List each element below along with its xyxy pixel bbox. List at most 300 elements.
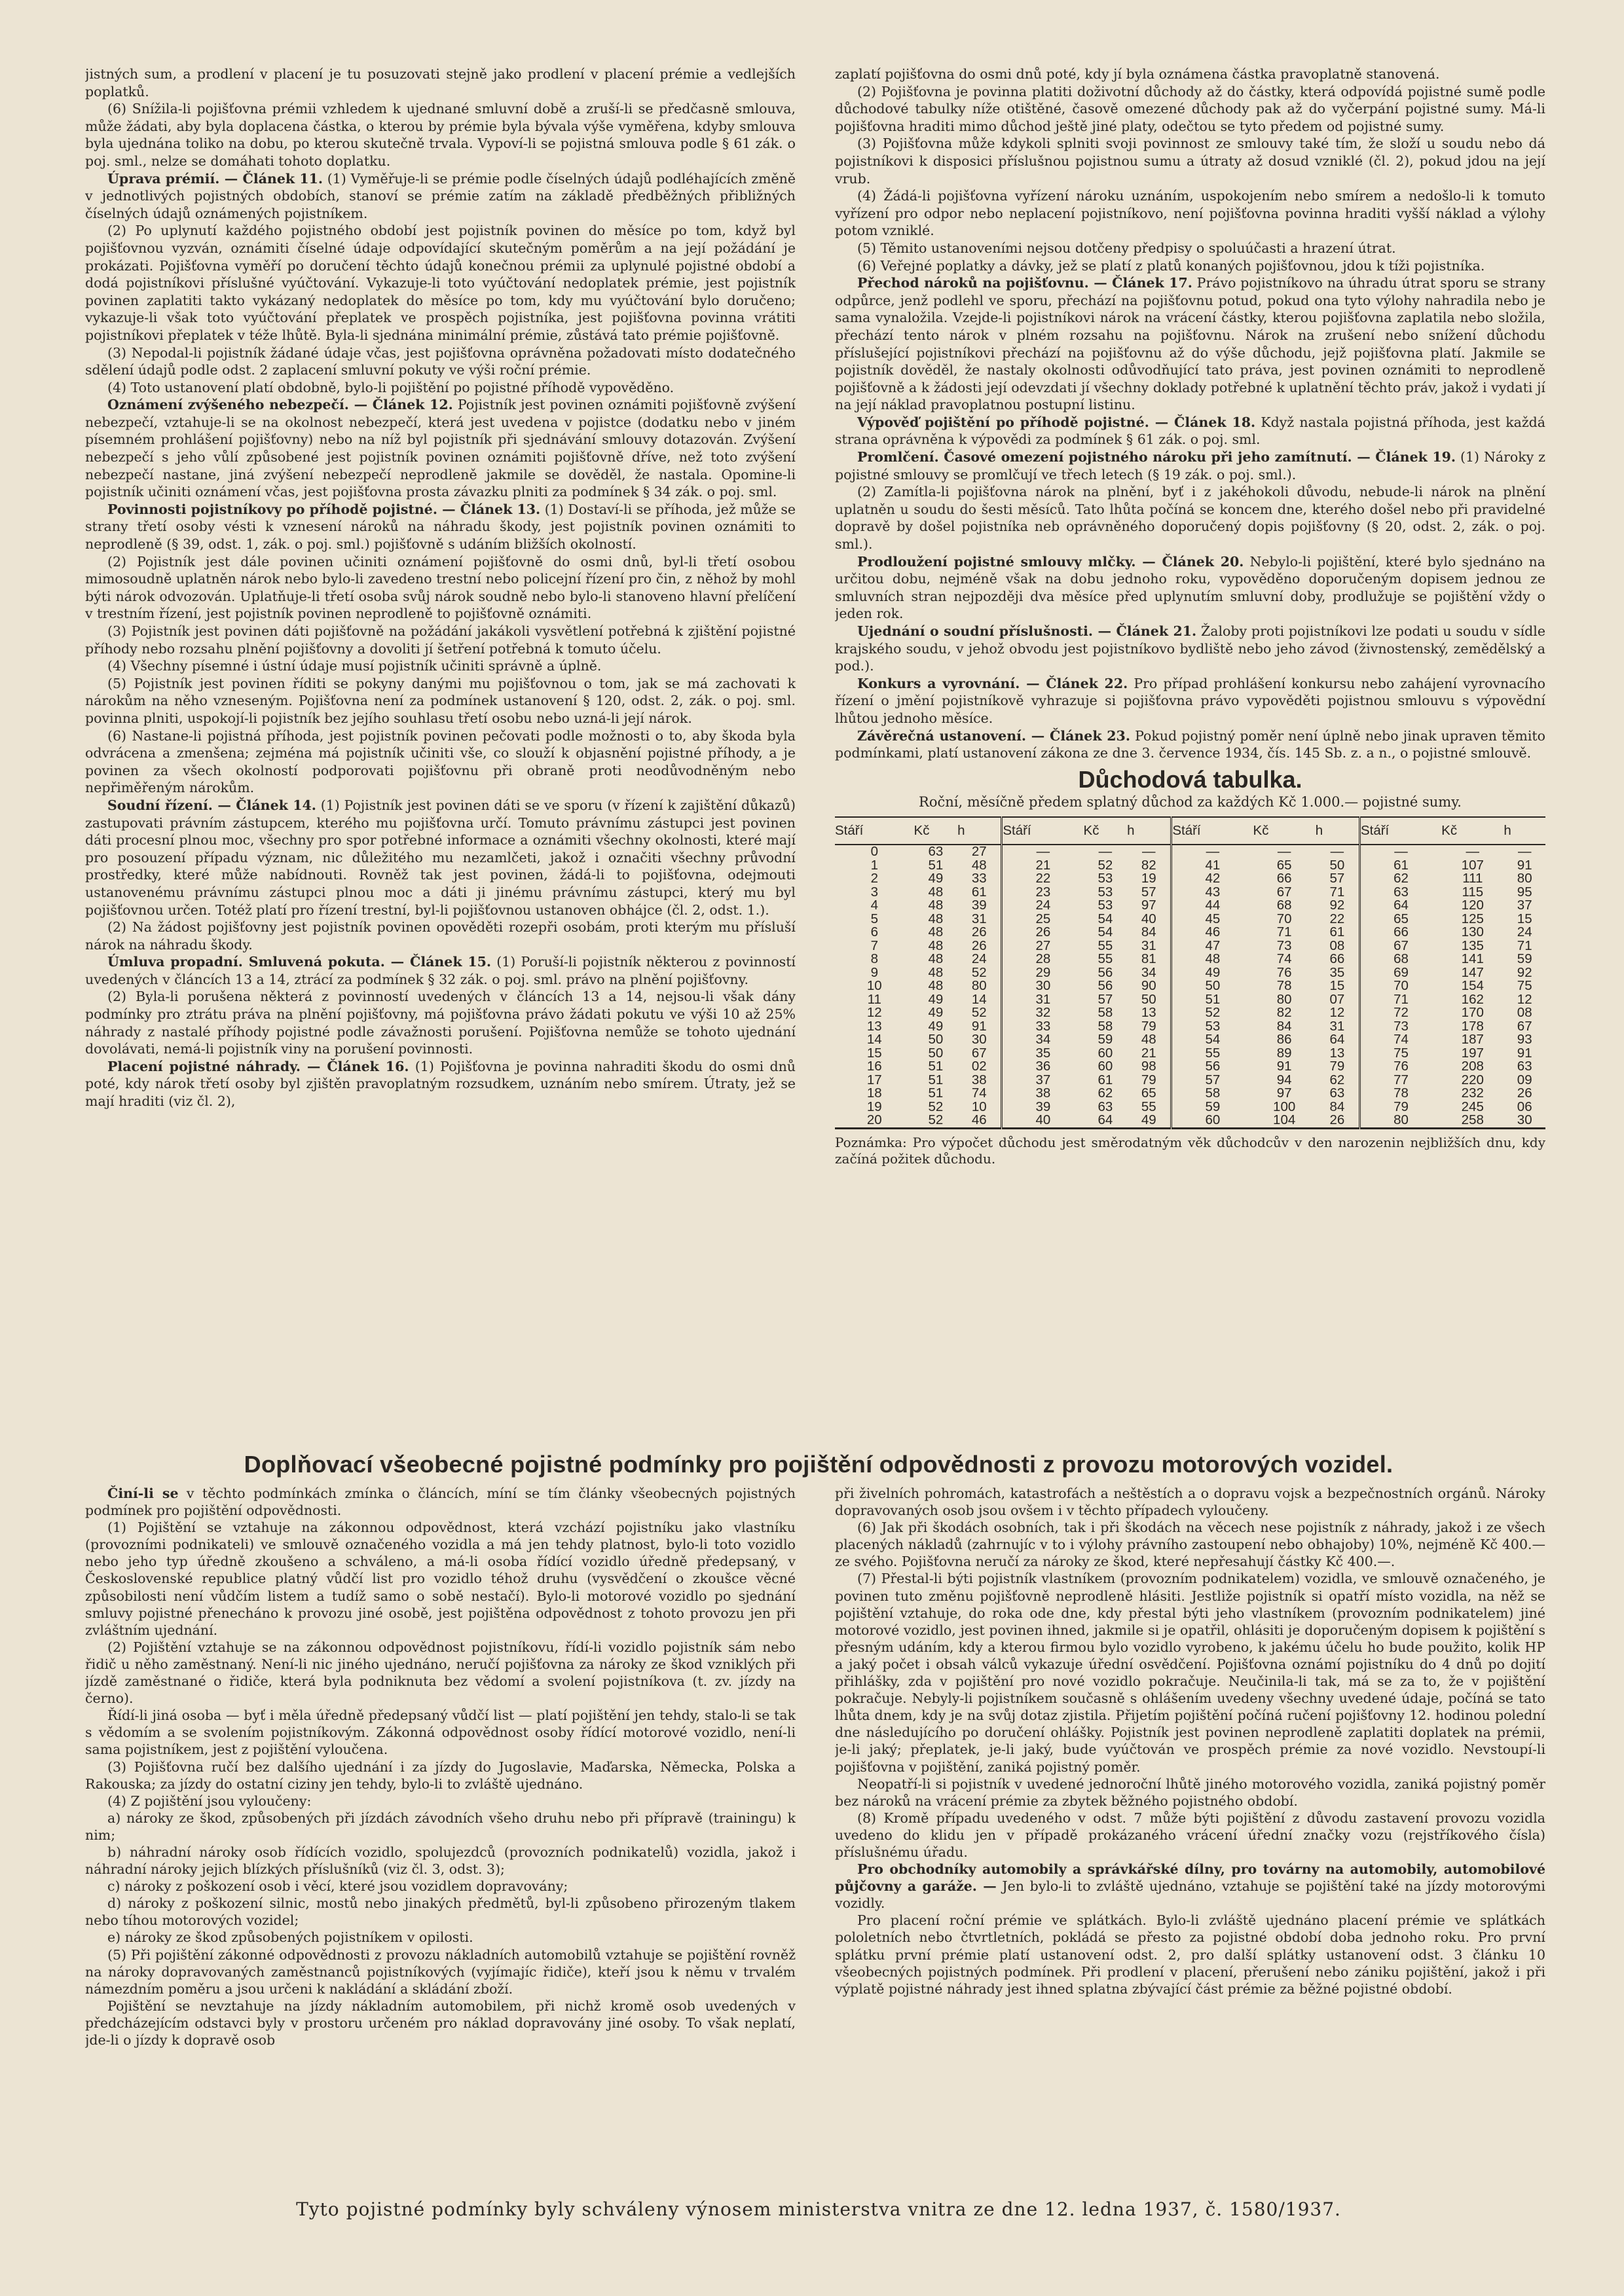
paragraph (85, 1758, 796, 1793)
rent-table-header-cell: Kč (1084, 817, 1128, 845)
rent-table-cell: — (1517, 844, 1532, 860)
article-heading: Konkurs a vyrovnání. — Článek 22. (857, 675, 1128, 691)
rent-table-row (835, 1074, 1545, 1087)
rent-table-cell: 40 (1141, 911, 1156, 926)
rent-table-cell: 97 (1141, 898, 1156, 913)
approval-footer: Tyto pojistné podmínky byly schváleny výnosem ministerstva vnitra ze dne 12. ledna 1937, č. 1580/1937. (296, 2198, 1341, 2220)
rent-table-cell: 53 (1098, 884, 1113, 900)
rent-table-cell: 5 (870, 911, 878, 926)
paragraph (85, 396, 796, 501)
paragraph (835, 240, 1545, 257)
rent-table-cell: 79 (1359, 1101, 1441, 1114)
rent-table-cell: 48 (928, 951, 944, 967)
rent-table-cell: 258 (1461, 1112, 1484, 1128)
paragraph (85, 953, 796, 988)
rent-table-cell: — (1002, 845, 1084, 859)
paragraph-text: při živelních pohromách, katastrofách a neštěstích a o dopravu vojsk a bezpečnostních orgánů. Nároky dopravovaných osob jsou ovšem i v těchto případech vyloučeny. (835, 1485, 1545, 1519)
rent-table-cell: 20 (866, 1112, 882, 1128)
rent-table-cell: 63 (928, 844, 944, 860)
paragraph-text: Nebylo-li pojištění, které bylo sjednáno na určitou dobu, nejméně však na dobu jednoho roku, vypověděno doporučeným dopisem jednou ze smluvních stran nejpozději dva měsíce před uplynutím smluvní doby, prodlužuje se pojištění vždy o jeden rok. (835, 553, 1545, 622)
rent-table-cell: 58 (1098, 1018, 1113, 1034)
left-column (85, 65, 796, 1447)
rent-table-cell: 34 (1002, 1033, 1084, 1047)
rent-table-cell: 73 (1359, 1020, 1441, 1034)
rent-table-cell: 92 (1329, 898, 1345, 913)
paragraph (85, 170, 796, 223)
rent-table-cell: 52 (1098, 857, 1113, 873)
rent-table-cell: 98 (1141, 1059, 1156, 1074)
paragraph (835, 257, 1545, 275)
rent-table-cell: 29 (1002, 966, 1084, 980)
rent-table-cell: 13 (1141, 1005, 1156, 1021)
rent-table-cell: 51 (928, 857, 944, 873)
rent-table-cell: 39 (1002, 1101, 1084, 1114)
paragraph (85, 657, 796, 675)
rent-table-cell: 44 (1172, 899, 1253, 913)
article-heading: Úprava prémií. — Článek 11. (107, 170, 323, 187)
rent-table-row (835, 845, 1545, 859)
rent-table-cell: 64 (1329, 1032, 1345, 1048)
paragraph-text: (6) Snížila-li pojišťovna prémii vzhledem k ujednané smluvní době a zruší-li se předčasně smlouva, může žádati, aby byla doplacena částka, o kterou by prémie byla bývala výše vyměřena, kdyby smlouva byla ujednána toliko na dobu, po kterou skutečně trvala. Vypoví-li se pojistná smlouva podle § 61 zák. o poj. sml., nelze se domáhati tohoto doplatku. (85, 101, 796, 169)
rent-table-cell: 56 (1098, 964, 1113, 980)
rent-table-cell: 13 (866, 1018, 882, 1034)
rent-table-cell: 38 (1002, 1087, 1084, 1101)
rent-table-cell: 92 (1517, 964, 1532, 980)
rent-table-cell: 16 (866, 1059, 882, 1074)
paragraph-text: c) nároky z poškození osob i věcí, které jsou vozidlem dopravovány; (107, 1878, 568, 1895)
rent-table-header-cell: Stáří (1172, 817, 1253, 845)
paragraph-text: Když nastala pojistná příhoda, jest každá strana oprávněna k výpovědi za podmínek § 61 zák. o poj. sml. (835, 414, 1545, 448)
rent-table-row (835, 886, 1545, 900)
rent-table-cell: 26 (971, 938, 987, 953)
bottom-section (85, 1485, 1552, 2192)
rent-table-cell: 59 (1172, 1101, 1253, 1114)
rent-table-cell: 23 (1002, 886, 1084, 900)
rent-table-cell: 2 (870, 871, 878, 886)
paragraph-text: Jen bylo-li to zvláště ujednáno, vztahuje se pojištění také na jízdy motorovými vozidly. (835, 1878, 1545, 1912)
paragraph (85, 1929, 796, 1946)
paragraph (835, 1776, 1545, 1810)
rent-table-cell: 13 (1329, 1045, 1345, 1061)
rent-table-cell: 63 (1329, 1085, 1345, 1101)
paragraph (85, 1519, 796, 1639)
rent-table-cell: 64 (1359, 899, 1441, 913)
rent-table-cell: 24 (971, 951, 987, 967)
article-heading: Placení pojistné náhrady. — Článek 16. (107, 1058, 409, 1074)
rent-table-cell: 220 (1461, 1072, 1484, 1087)
paragraph (85, 988, 796, 1057)
rent-table-cell: 11 (867, 991, 881, 1007)
rent-table-cell: 60 (1098, 1059, 1113, 1074)
paragraph-text: v těchto podmínkách zmínka o článcích, míní se tím články všeobecných pojistných podmínek pro pojištění odpovědnosti. (85, 1485, 796, 1519)
paragraph (835, 1810, 1545, 1861)
rent-table-cell: 80 (1359, 1114, 1441, 1128)
paragraph (835, 274, 1545, 414)
rent-table-cell: 89 (1276, 1045, 1292, 1061)
rent-table-cell: 120 (1461, 898, 1484, 913)
rent-table-cell: 71 (1517, 938, 1532, 953)
rent-table-cell: — (1141, 844, 1156, 860)
rent-table-row (835, 993, 1545, 1007)
paragraph (835, 727, 1545, 762)
rent-table-row (835, 1114, 1545, 1128)
top-section (85, 65, 1552, 1447)
rent-table-cell: 57 (1329, 871, 1345, 886)
rent-table-cell: 38 (971, 1072, 987, 1087)
rent-table-cell: 79 (1329, 1059, 1345, 1074)
note-label: Poznámka: (835, 1134, 907, 1150)
article-heading: Povinnosti pojistníkovy po příhodě pojistné. — Článek 13. (107, 501, 541, 517)
right-column-text (835, 65, 1545, 762)
paragraph-text: d) nároky z poškození silnic, mostů nebo jinakých předmětů, byl-li způsobeno přirozeným tlakem nebo tíhou motorových vozidel; (85, 1895, 796, 1929)
rent-table-cell: 22 (1329, 911, 1345, 926)
paragraph-text: (2) Zamítla-li pojišťovna nárok na plnění, byť i z jakéhokoli důvodu, nebude-li nárok na plnění uplatněn u soudu do šesti měsíců. Tato lhůta počíná se koncem dne, kterého došel nebo při pravidelné dopravě by došel pojistníka neb oprávněného doporučený dopis pojišťovny (§ 20, odst. 2, zák. o poj. sml.). (835, 484, 1545, 553)
rent-table-cell: 90 (1141, 978, 1156, 994)
rent-table-cell: 08 (1329, 938, 1345, 953)
rent-table-cell: 74 (1359, 1033, 1441, 1047)
rent-table-cell: 22 (1002, 872, 1084, 886)
rent-table-cell: 61 (1359, 859, 1441, 873)
rent-table-cell: 27 (1002, 939, 1084, 953)
paragraph (85, 919, 796, 953)
paragraph (835, 553, 1545, 623)
rent-table-cell: 154 (1461, 978, 1484, 994)
rent-table-cell: 24 (1517, 924, 1532, 940)
rent-table-cell: 74 (971, 1085, 987, 1101)
paragraph-text: Pro placení roční prémie ve splátkách. Bylo-li zvláště ujednáno placení prémie ve splátkách pololetních nebo čtvrtletních, pokládá se přesto za pojistné období doba jednoho roku. Pro první splátku první prémie platí ustanovení odst. 2, pro další splátky ustanovení odst. 3 článku 10 všeobecných pojistných podmínek. Při prodlení v placení, přerušení nebo zániku pojištění, jakož i při výplatě pojistné náhrady jest ihned splatna zbývající část prémie za běžné pojistné období. (835, 1912, 1545, 1997)
rent-table-cell: 33 (971, 871, 987, 886)
rent-table-cell: 36 (1002, 1060, 1084, 1074)
rent-table-cell: 18 (866, 1085, 882, 1101)
rent-table-header-cell: h (1127, 817, 1172, 845)
rent-table-row (835, 899, 1545, 913)
rent-table-cell: 54 (1098, 911, 1113, 926)
paragraph (85, 1058, 796, 1110)
rent-table-cell: 59 (1098, 1032, 1113, 1048)
rent-table-cell: 26 (1517, 1085, 1532, 1101)
paragraph-text: (6) Veřejné poplatky a dávky, jež se platí z platů konaných pojišťovnou, jdou k tíži pojistníka. (857, 257, 1485, 274)
rent-table-cell: 40 (1002, 1114, 1084, 1128)
rent-table-cell: 50 (1329, 857, 1345, 873)
rent-table-cell: 50 (928, 1045, 944, 1061)
rent-table-cell: 54 (1172, 1033, 1253, 1047)
paragraph-text: b) náhradní nároky osob řídících vozidlo, spolujezdců (provozních podnikatelů) vozidla, jakož i náhradní nároky jejich blízkých příslušníků (viz čl. 3, odst. 3); (85, 1844, 796, 1878)
rent-table-cell: 45 (1172, 913, 1253, 926)
rent-table-cell: 59 (1517, 951, 1532, 967)
rent-table-cell: 48 (928, 938, 944, 953)
rent-table-cell: 91 (1517, 1045, 1532, 1061)
paragraph-text: (1) Vyměřuje-li se prémie podle číselných údajů podléhajících změně v jednotlivých pojistných obdobích, stanoví se prémie zatím na základě předběžných přibližných číselných údajů oznámených pojistníkem. (85, 170, 796, 221)
rent-table-cell: — (1277, 844, 1291, 860)
rent-table-cell: 15 (866, 1045, 882, 1061)
rent-table-cell: 35 (1002, 1047, 1084, 1061)
rent-table-cell: 84 (1329, 1099, 1345, 1114)
rent-table-cell: 48 (928, 924, 944, 940)
rent-table-cell: 91 (1276, 1059, 1292, 1074)
rent-table-cell: 86 (1276, 1032, 1292, 1048)
rent-table-row (835, 872, 1545, 886)
rent-table-cell: 79 (1141, 1018, 1156, 1034)
rent-table-cell: 65 (1276, 857, 1292, 873)
rent-table-cell: 28 (1002, 953, 1084, 966)
rent-table-cell: 67 (1276, 884, 1292, 900)
paragraph (835, 483, 1545, 553)
rent-table-cell: 53 (1172, 1020, 1253, 1034)
rent-table-cell: 55 (1172, 1047, 1253, 1061)
rent-table-cell: 80 (1276, 991, 1292, 1007)
rent-table-header-cell: Kč (1253, 817, 1316, 845)
rent-table-cell: 53 (1098, 871, 1113, 886)
paragraph-text: (1) Dostaví-li se příhoda, jež může se strany třetí osoby vésti k vznesení nároků na náhradu škody, jest pojistník povinen oznámiti to neprodleně (§ 39, odst. 1, zák. o poj. sml.) pojišťovně s udáním bližších okolností. (85, 501, 796, 553)
paragraph (85, 727, 796, 797)
rent-table (835, 816, 1545, 1129)
rent-table-row (835, 1087, 1545, 1101)
rent-table-cell: 31 (971, 911, 987, 926)
rent-table-cell: 107 (1461, 857, 1484, 873)
rent-table-cell: 57 (1098, 991, 1113, 1007)
rent-table-cell: 70 (1359, 979, 1441, 993)
supplementary-conditions-heading: Doplňovací všeobecné pojistné podmínky pro pojištění odpovědnosti z provozu motorových vozidel. (244, 1451, 1393, 1478)
rent-table-cell: 33 (1002, 1020, 1084, 1034)
rent-table-cell: 12 (1517, 991, 1532, 1007)
rent-table-cell: 95 (1517, 884, 1532, 900)
paragraph (85, 1485, 796, 1519)
paragraph-text: Pojistník jest povinen oznámiti pojišťovně zvýšení nebezpečí, vztahuje-li se na okolnost nebezpečí, která jest uvedena v pojistce (dodatku nebo v jiném písemném prohlášení pojišťovny) nebo na níž byl pojistník při sjednávání smlouvy dotazován. Zvýšení nebezpečí s jeho vůlí způsobené jest pojistník povinen oznámiti pojišťovně dříve, než toto zvýšení nebezpečí nastane, jiná zvýšení nebezpečí neprodleně jakmile se dověděl, že nastala. Opomine-li pojistník učiniti oznámení včas, jest pojišťovna prosta závazku plniti za podmínek § 34 zák. o poj. sml. (85, 397, 796, 500)
rent-table-row (835, 1033, 1545, 1047)
rent-table-cell: 68 (1276, 898, 1292, 913)
rent-table-cell: 208 (1461, 1059, 1484, 1074)
paragraph-text: Pokud pojistný poměr není úplně nebo jinak upraven těmito podmínkami, platí ustanovení zákona ze dne 3. července 1934, čís. 145 Sb. z. a n., o pojistné smlouvě. (835, 727, 1545, 761)
rent-table-cell: 82 (1276, 1005, 1292, 1021)
paragraph (85, 1895, 796, 1929)
rent-table-cell: 78 (1276, 978, 1292, 994)
rent-table-cell: — (1098, 844, 1113, 860)
rent-table-cell: 55 (1098, 938, 1113, 953)
rent-table-cell: 49 (1172, 966, 1253, 980)
rent-table-cell: 02 (971, 1059, 987, 1074)
rent-table-cell: 12 (866, 1005, 882, 1021)
rent-table-cell: 187 (1461, 1032, 1484, 1048)
rent-table-header-cell: Stáří (835, 817, 914, 845)
rent-table-cell: 58 (1098, 1005, 1113, 1021)
rent-table-cell: 57 (1141, 884, 1156, 900)
rent-table-cell: 80 (1517, 871, 1532, 886)
paragraph-text: (2) Byla-li porušena některá z povinností uvedených v článcích 13 a 14, nejsou-li však dány podmínky pro ztrátu práva na plnění pojišťovny, má pojišťovna právo žádati pokutu ve výši 10 až 25% náhrady z nastalé příhody pojistné podle závažnosti porušení. Pojišťovna nemůže se tohoto ujednání dovolávati, nemá-li pojistník viny na porušení povinnosti. (85, 989, 796, 1057)
rent-table-cell: 8 (870, 951, 878, 967)
rent-table-row (835, 953, 1545, 966)
rent-table-cell: 30 (1002, 979, 1084, 993)
rent-table-cell: 32 (1002, 1006, 1084, 1020)
rent-table-cell: 48 (971, 857, 987, 873)
paragraph-text: (1) Poruší-li pojistník některou z povinností uvedených v článcích 13 a 14, ztrácí za podmínek § 32 zák. o poj. sml. právo na plnění pojišťovny. (85, 954, 796, 987)
paragraph (85, 344, 796, 379)
paragraph-text: (2) Pojišťovna je povinna platiti doživotní důchody až do částky, která odpovídá pojistné sumě podle důchodové tabulky níže otištěné, časově omezené důchody pak až do vyčerpání pojistné sumy. Má-li pojišťovna hraditi mimo důchod ještě jiné platy, odečtou se tyto předem od pojistné sumy. (835, 83, 1545, 134)
rent-table-cell: 61 (971, 884, 987, 900)
rent-table-cell: 55 (1098, 951, 1113, 967)
rent-table-cell: 17 (866, 1072, 882, 1087)
paragraph-text: (4) Žádá-li pojišťovna vyřízení nároku uznáním, uspokojením nebo smírem a nedošlo-li k tomuto vyřízení pro odpor nebo neplacení pojistníkovo, není pojišťovna povinna hraditi vyšší náklad a výlohy potom vzniklé. (835, 188, 1545, 239)
rent-table-cell: 197 (1461, 1045, 1484, 1061)
rent-table-cell: 31 (1002, 993, 1084, 1007)
rent-table-row (835, 1060, 1545, 1074)
rent-table-cell: 49 (1141, 1112, 1156, 1128)
rent-table-cell: 52 (928, 1112, 944, 1128)
rent-table-cell: 67 (1359, 939, 1441, 953)
rent-table-cell: 27 (971, 844, 987, 860)
article-heading: Ujednání o soudní příslušnosti. — Článek 21. (857, 623, 1197, 639)
rent-table-cell: 26 (971, 924, 987, 940)
rent-table-cell: 3 (870, 884, 878, 900)
rent-table-cell: 61 (1098, 1072, 1113, 1087)
paragraph-text: (3) Pojistník jest povinen dáti pojišťovně na požádání jakákoli vysvětlení potřebná k zjištění pojistné příhody nebo rozsahu plnění pojišťovny a dovoliti jí šetření potřebná k tomuto účelu. (85, 623, 796, 657)
rent-table-cell: 42 (1172, 872, 1253, 886)
rent-table-cell: 70 (1276, 911, 1292, 926)
paragraph-text: (6) Nastane-li pojistná příhoda, jest pojistník povinen pečovati podle možnosti o to, aby škoda byla odvrácena a zmenšena; zejména má pojistník učiniti vše, co slouží k objasnění pojistné příhody, a je povinen za všech okolností podporovati pojišťovnu při obraně proti neodůvodněným nebo nepřiměřeným nárokům. (85, 727, 796, 796)
paragraph (85, 65, 796, 100)
rent-table-cell: 81 (1141, 951, 1156, 967)
paragraph (835, 1485, 1545, 1519)
paragraph (85, 1844, 796, 1878)
rent-table-cell: 48 (928, 911, 944, 926)
paragraph-text: (6) Jak při škodách osobních, tak i při škodách na věcech nese pojistník z náhrady, jakož i ze všech placených nákladů (zahrnujíc v to i výlohy právního zastoupení nebo obhajoby) 10%, nejméně Kč 400.— ze svého. Pojišťovna neručí za nároky ze škod, které nepřesahují částky Kč 400.—. (835, 1520, 1545, 1570)
rent-table-cell: 4 (870, 898, 878, 913)
rent-table-cell: 15 (1329, 978, 1345, 994)
paragraph-text: (1) Nároky z pojistné smlouvy se promlčují ve třech letech (§ 19 zák. o poj. sml.). (835, 449, 1545, 483)
paragraph (85, 623, 796, 657)
rent-table-cell: 57 (1172, 1074, 1253, 1087)
rent-table-cell: — (1330, 844, 1344, 860)
paragraph (85, 1707, 796, 1758)
paragraph-text: Pro případ prohlášení konkursu nebo zahájení vyrovnacího řízení o jmění pojistníkově vyhrazuje si pojišťovna právo vypověděti pojistnou smlouvu s výpovědní lhůtou jednoho měsíce. (835, 675, 1545, 726)
note-text: Pro výpočet důchodu jest směrodatným věk důchodcův v den narozenin nejbližších dnu, kdy začíná požitek důchodu. (835, 1134, 1545, 1167)
paragraph (835, 65, 1545, 83)
paragraph-text: jistných sum, a prodlení v placení je tu posuzovati stejně jako prodlení v placení prémie a vedlejších poplatků. (85, 66, 796, 100)
rent-table-cell: 63 (1517, 1059, 1532, 1074)
rent-table-cell: 141 (1461, 951, 1484, 967)
rent-table-cell: 60 (1172, 1114, 1253, 1128)
paragraph (835, 414, 1545, 448)
rent-table-row (835, 1101, 1545, 1114)
rent-table-cell: 115 (1462, 884, 1484, 900)
rent-table-cell: 15 (1517, 911, 1532, 926)
rent-table-cell: 63 (1359, 886, 1441, 900)
rent-table-cell: 6 (870, 924, 878, 940)
rent-table-cell: 77 (1359, 1074, 1441, 1087)
paragraph (85, 1997, 796, 2049)
rent-table-cell: 31 (1329, 1018, 1345, 1034)
rent-table-cell: 06 (1517, 1099, 1532, 1114)
rent-table-cell: 76 (1276, 964, 1292, 980)
article-heading: Úmluva propadní. Smluvená pokuta. — Článek 15. (107, 954, 492, 970)
rent-table-cell: 50 (928, 1032, 944, 1048)
rent-table-cell: 53 (1098, 898, 1113, 913)
rent-table-cell: 111 (1462, 871, 1483, 886)
rent-table-cell: 31 (1141, 938, 1156, 953)
rent-table-cell: 80 (971, 978, 987, 994)
rent-table-row (835, 926, 1545, 939)
rent-table-cell: 52 (928, 1099, 944, 1114)
rent-table-cell: 48 (928, 964, 944, 980)
rent-table-cell: 48 (928, 884, 944, 900)
rent-table-header-cell: Kč (1441, 817, 1504, 845)
rent-table-title: Důchodová tabulka. (1078, 765, 1302, 793)
paragraph (835, 135, 1545, 187)
rent-table-cell: 104 (1273, 1112, 1296, 1128)
article-heading: Promlčení. Časové omezení pojistného nároku při jeho zamítnutí. — Článek 19. (857, 449, 1456, 465)
paragraph-text: (7) Přestal-li býti pojistník vlastníkem (provozním podnikatelem) vozidla, ve smlouvě označeného, je povinen tuto změnu pojišťovně neprodleně hlásiti. Jestliže pojistník si opatří místo vozidla, na něž se pojištění vztahuje, do roka ode dne, kdy přestal býti jeho vlastníkem (provozním podnikatelem) jiné motorové vozidlo, jest povinen ihned, jakmile si je opatřil, ohlásiti je doporučeným dopisem k pojištění s přesným udáním, kdy a kterou firmou bylo vozidlo vyrobeno, k jakému účelu ho bude použito, kolik HP a jaký počet i obsah válců vykazuje úřední osvědčení. Pojišťovna oznámí pojistníku do 4 dnů po dojití přihlášky, zda v pojištění pro nové vozidlo pokračuje. Neučinila-li tak, má se za to, že v pojištění pokračuje. Nebyly-li pojistníkem současně s ohlášením uvedeny všechny uvedené údaje, počíná se tato lhůta dnem, kdy je na svůj dotaz zjistila. Přijetím pojištění počíná ručení pojišťovny 12. hodinou polední dne následujícího po doručení ohlášky. Pojistník jest povinen neprodleně zaplatiti doplatek na prémii, je-li jaký; přeplatek, je-li jaký, bude vyúčtován ve prospěch prémie za nové vozidlo. Nevstoupí-li pojišťovna v pojištění, zaniká pojistný poměr. (835, 1571, 1545, 1775)
rent-table-header-cell: h (957, 817, 1002, 845)
rent-table-row (835, 1020, 1545, 1034)
paragraph (835, 1570, 1545, 1775)
rent-table-cell: 09 (1517, 1072, 1532, 1087)
rent-table-row (835, 979, 1545, 993)
rent-table-cell: 1 (870, 857, 878, 873)
rent-table-cell: 49 (928, 1005, 944, 1021)
rent-table-cell: 49 (928, 991, 944, 1007)
paragraph (85, 1946, 796, 1997)
rent-table-cell: 56 (1098, 978, 1113, 994)
rent-table-cell: 147 (1461, 964, 1484, 980)
paragraph (835, 1861, 1545, 1912)
paragraph-text: Neopatří-li si pojistník v uvedené jednoroční lhůtě jiného motorového vozidla, zaniká pojistný poměr bez nároků na vrácení prémie za zbytek běžného pojistného období. (835, 1776, 1545, 1809)
rent-table-cell: 55 (1141, 1099, 1156, 1114)
rent-table-cell: 37 (1517, 898, 1532, 913)
rent-table-cell: 64 (1098, 1112, 1113, 1128)
rent-table-cell: 75 (1517, 978, 1532, 994)
rent-table-cell: 162 (1461, 991, 1484, 1007)
article-heading: Prodloužení pojistné smlouvy mlčky. — Článek 20. (857, 553, 1244, 570)
paragraph (835, 83, 1545, 136)
paragraph (85, 1878, 796, 1895)
paragraph (85, 675, 796, 727)
rent-table-cell: 62 (1098, 1085, 1113, 1101)
rent-table-cell: 26 (1329, 1112, 1345, 1128)
rent-table-cell: 51 (928, 1059, 944, 1074)
rent-table-cell: 63 (1098, 1099, 1113, 1114)
article-heading: Pro obchodníky automobily a správkářské dílny, pro továrny na automobily, automobilové půjčovny a garáže. — (835, 1861, 1545, 1895)
rent-table-cell: 9 (870, 964, 878, 980)
paragraph-text: (5) Pojistník jest povinen říditi se pokyny danými mu pojišťovnou o tom, jak se má zachovati k nárokům na něho vzneseným. Pojišťovna není za podmínek ustanovení § 120, odst. 2, zák. o poj. sml. povinna plniti, uspokojí-li pojistník bez jejího souhlasu třetí osobu nebo uzná-li její nárok. (85, 675, 796, 726)
rent-table-cell: 49 (928, 1018, 944, 1034)
rent-table-cell: 84 (1276, 1018, 1292, 1034)
rent-table-cell: 37 (1002, 1074, 1084, 1087)
rent-table-cell: 62 (1329, 1072, 1345, 1087)
paragraph-text: zaplatí pojišťovna do osmi dnů poté, kdy jí byla oznámena částka pravoplatně stanovená. (835, 66, 1440, 82)
rent-table-cell: 178 (1461, 1018, 1484, 1034)
paragraph (85, 1639, 796, 1707)
rent-table-cell: 135 (1461, 938, 1484, 953)
rent-table-cell: 67 (971, 1045, 987, 1061)
rent-table-cell: 48 (928, 898, 944, 913)
rent-table-cell: 65 (1359, 913, 1441, 926)
rent-table-cell: 50 (1172, 979, 1253, 993)
rent-table-cell: — (1466, 844, 1480, 860)
paragraph (835, 1912, 1545, 1997)
article-heading: Soudní řízení. — Článek 14. (107, 797, 316, 813)
paragraph-text: (4) Z pojištění jsou vyloučeny: (107, 1793, 312, 1809)
rent-table-cell: 07 (1329, 991, 1345, 1007)
rent-table-header-cell: Stáří (1002, 817, 1084, 845)
rent-table-cell: 91 (1517, 857, 1532, 873)
rent-table-cell: 100 (1273, 1099, 1296, 1114)
rent-table-row (835, 1047, 1545, 1061)
rent-table-cell: 66 (1329, 951, 1345, 967)
paragraph-text: Žaloby proti pojistníkovi lze podati u soudu v sídle krajského soudu, v jehož obvodu jest pojistníkovo bydliště nebo jeho závod (živnostenský, zemědělský a pod.). (835, 623, 1545, 674)
rent-table-cell: 71 (1359, 993, 1441, 1007)
rent-table-cell: 232 (1461, 1085, 1484, 1101)
rent-table-cell: 46 (971, 1112, 987, 1128)
rent-table-cell: 74 (1276, 951, 1292, 967)
